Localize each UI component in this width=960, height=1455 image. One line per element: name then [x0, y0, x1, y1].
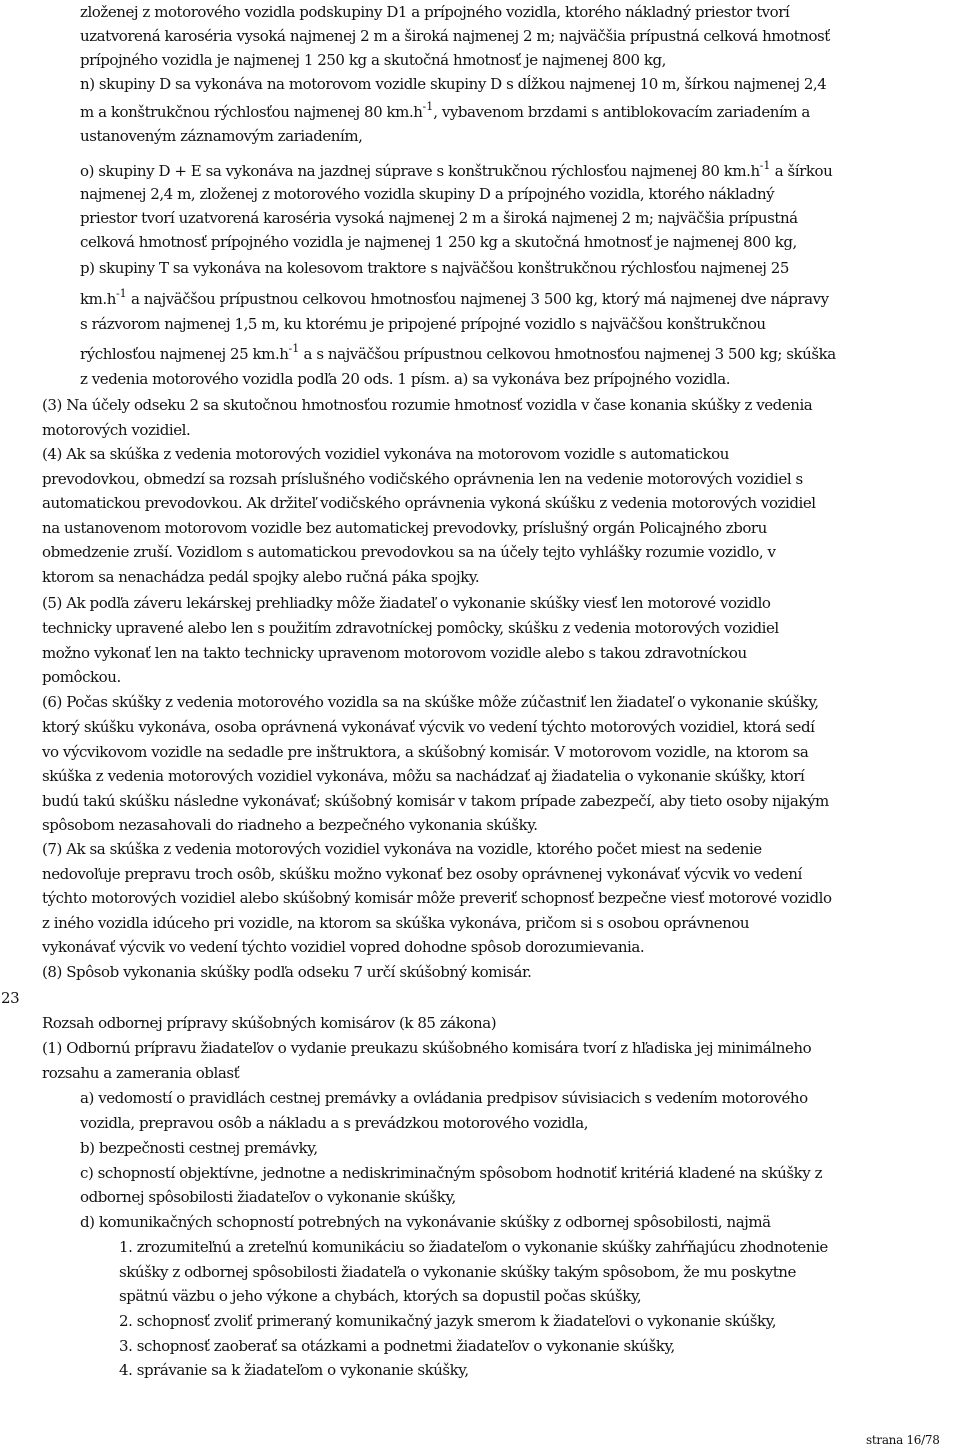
text-line: zloženej z motorového vozidla podskupiny D1 a prípojného vozidla, ktorého nákladný priestor tvorí — [80, 3, 790, 21]
text-line: technicky upravené alebo len s použitím zdravotníckej pomôcky, skúšku z vedenia motorových vozidiel — [42, 619, 779, 637]
list-item-d: d) komunikačných schopností potrebných na vykonávanie skúšky z odbornej spôsobilosti, najmä — [80, 1213, 771, 1231]
text-line: celková hmotnosť prípojného vozidla je najmenej 1 250 kg a skutočná hmotnosť je najmenej 800 kg, — [80, 233, 797, 251]
superscript: -1 — [288, 342, 300, 355]
list-item-a: a) vedomostí o pravidlách cestnej premávky a ovládania predpisov súvisiacich s vedením motorového — [80, 1089, 808, 1107]
text-line: z iného vozidla idúceho pri vozidle, na ktorom sa skúška vykonáva, pričom si s osobou oprávnenou — [42, 914, 750, 932]
text-line: budú takú skúšku následne vykonávať; skúšobný komisár v takom prípade zabezpečí, aby tieto osoby nijakým — [42, 792, 829, 810]
superscript: -1 — [115, 287, 127, 300]
paragraph-1: (1) Odbornú prípravu žiadateľov o vydanie preukazu skúšobného komisára tvorí z hľadiska jej minimálneho — [42, 1039, 812, 1057]
text-line: prevodovkou, obmedzí sa rozsah príslušného vodičského oprávnenia len na vedenie motorových vozidiel s — [42, 470, 803, 488]
text-line: na ustanovenom motorovom vozidle bez automatickej prevodovky, príslušný orgán Policajného zboru — [42, 519, 767, 537]
superscript: -1 — [759, 159, 771, 172]
paragraph-6: (6) Počas skúšky z vedenia motorového vozidla sa na skúške môže zúčastniť len žiadateľ o vykonanie skúšky, — [42, 693, 819, 711]
text-line: pomôckou. — [42, 668, 121, 686]
text-line: spätnú väzbu o jeho výkone a chybách, ktorých sa dopustil počas skúšky, — [119, 1287, 642, 1305]
text-line: vozidla, prepravou osôb a nákladu a s prevádzkou motorového vozidla, — [80, 1114, 589, 1132]
list-item-b: b) bezpečnosti cestnej premávky, — [80, 1139, 318, 1157]
list-item-o: o) skupiny D + E sa vykonáva na jazdnej súprave s konštrukčnou rýchlosťou najmenej 80 $km.h^{-1}$ a šírkou — [80, 159, 833, 180]
section-number: 23 — [1, 989, 20, 1007]
text-line: rozsahu a zamerania oblasť — [42, 1064, 240, 1082]
text-line: motorových vozidiel. — [42, 421, 191, 439]
paragraph-8: (8) Spôsob vykonania skúšky podľa odseku 7 určí skúšobný komisár. — [42, 963, 532, 981]
paragraph-3: (3) Na účely odseku 2 sa skutočnou hmotnosťou rozumie hmotnosť vozidla v čase konania skúšky z vedenia — [42, 396, 813, 414]
text-line: priestor tvorí uzatvorená karoséria vysoká najmenej 2 m a široká najmenej 2 m; najväčšia prípustná — [80, 209, 798, 227]
text-line: s rázvorom najmenej 1,5 m, ku ktorému je pripojené prípojné vozidlo s najväčšou konštrukčnou — [80, 315, 766, 333]
text-line: ustanoveným záznamovým zariadením, — [80, 127, 363, 145]
text-line: uzatvorená karoséria vysoká najmenej 2 m a široká najmenej 2 m; najväčšia prípustná celková hmotnosť — [80, 27, 830, 45]
text-line: skúšky z odbornej spôsobilosti žiadateľa o vykonanie skúšky takým spôsobom, že mu poskytne — [119, 1263, 796, 1281]
text-line: automatickou prevodovkou. Ak držiteľ vodičského oprávnenia vykoná skúšku z vedenia motorových vozidiel — [42, 494, 816, 512]
superscript: -1 — [422, 100, 434, 113]
list-item-p: p) skupiny T sa vykonáva na kolesovom traktore s najväčšou konštrukčnou rýchlosťou najmenej 25 — [80, 259, 789, 277]
text-line: $km.h^{-1}$ a najväčšou prípustnou celkovou hmotnosťou najmenej 3 500 kg, ktorý má najmenej dve nápravy — [80, 287, 829, 308]
section-title: Rozsah odbornej prípravy skúšobných komisárov (k 85 zákona) — [42, 1014, 497, 1032]
text-line: m a konštrukčnou rýchlosťou najmenej 80 $km.h^{-1}$, vybavenom brzdami s antiblokovacím zariadením a — [80, 100, 810, 121]
text-line: možno vykonať len na takto technicky upravenom motorovom vozidle alebo s takou zdravotníckou — [42, 644, 747, 662]
sub-item-2: 2. schopnosť zvoliť primeraný komunikačný jazyk smerom k žiadateľovi o vykonanie skúšky, — [119, 1312, 777, 1330]
text-line: ktorý skúšku vykonáva, osoba oprávnená vykonávať výcvik vo vedení týchto motorových vozidiel, ktorá sedí — [42, 718, 815, 736]
sub-item-1: 1. zrozumiteľnú a zreteľnú komunikáciu so žiadateľom o vykonanie skúšky zahŕňajúcu zhodnotenie — [119, 1238, 828, 1256]
text-line: z vedenia motorového vozidla podľa 20 ods. 1 písm. a) sa vykonáva bez prípojného vozidla. — [80, 370, 731, 388]
text-line: skúška z vedenia motorových vozidiel vykonáva, môžu sa nachádzať aj žiadatelia o vykonanie skúšky, ktorí — [42, 767, 805, 785]
list-item-n: n) skupiny D sa vykonáva na motorovom vozidle skupiny D s dĺžkou najmenej 10 m, šírkou najmenej 2,4 — [80, 75, 827, 93]
page-number: strana 16/78 — [866, 1433, 940, 1447]
text-line: týchto motorových vozidiel alebo skúšobný komisár môže preveriť schopnosť bezpečne viesť motorové vozidlo — [42, 889, 832, 907]
text-line: spôsobom nezasahovali do riadneho a bezpečného vykonania skúšky. — [42, 816, 538, 834]
text-line: najmenej 2,4 m, zloženej z motorového vozidla skupiny D a prípojného vozidla, ktorého nákladný — [80, 185, 775, 203]
text-line: obmedzenie zruší. Vozidlom s automatickou prevodovkou sa na účely tejto vyhlášky rozumie vozidlo, v — [42, 543, 776, 561]
sub-item-3: 3. schopnosť zaoberať sa otázkami a podnetmi žiadateľov o vykonanie skúšky, — [119, 1337, 675, 1355]
text-line: nedovoľuje prepravu troch osôb, skúšku možno vykonať bez osoby oprávnenej vykonávať výcvik vo vedení — [42, 865, 802, 883]
sub-item-4: 4. správanie sa k žiadateľom o vykonanie skúšky, — [119, 1361, 469, 1379]
paragraph-4: (4) Ak sa skúška z vedenia motorových vozidiel vykonáva na motorovom vozidle s automatickou — [42, 445, 729, 463]
paragraph-7: (7) Ak sa skúška z vedenia motorových vozidiel vykonáva na vozidle, ktorého počet miest na sedenie — [42, 840, 762, 858]
text-line: prípojného vozidla je najmenej 1 250 kg a skutočná hmotnosť je najmenej 800 kg, — [80, 51, 666, 69]
text-line: rýchlosťou najmenej 25 $km.h^{-1}$ a s najväčšou prípustnou celkovou hmotnosťou najmenej 3 500 kg; skúška — [80, 342, 836, 363]
text-line: odbornej spôsobilosti žiadateľov o vykonanie skúšky, — [80, 1188, 456, 1206]
list-item-c: c) schopností objektívne, jednotne a nediskriminačným spôsobom hodnotiť kritériá kladené na skúšky z — [80, 1164, 823, 1182]
paragraph-5: (5) Ak podľa záveru lekárskej prehliadky môže žiadateľ o vykonanie skúšky viesť len motorové vozidlo — [42, 594, 771, 612]
text-line: vo výcvikovom vozidle na sedadle pre inštruktora, a skúšobný komisár. V motorovom vozidle, na ktorom sa — [42, 743, 809, 761]
text-line: ktorom sa nenachádza pedál spojky alebo ručná páka spojky. — [42, 568, 480, 586]
text-line: vykonávať výcvik vo vedení týchto vozidiel vopred dohodne spôsob dorozumievania. — [42, 938, 645, 956]
